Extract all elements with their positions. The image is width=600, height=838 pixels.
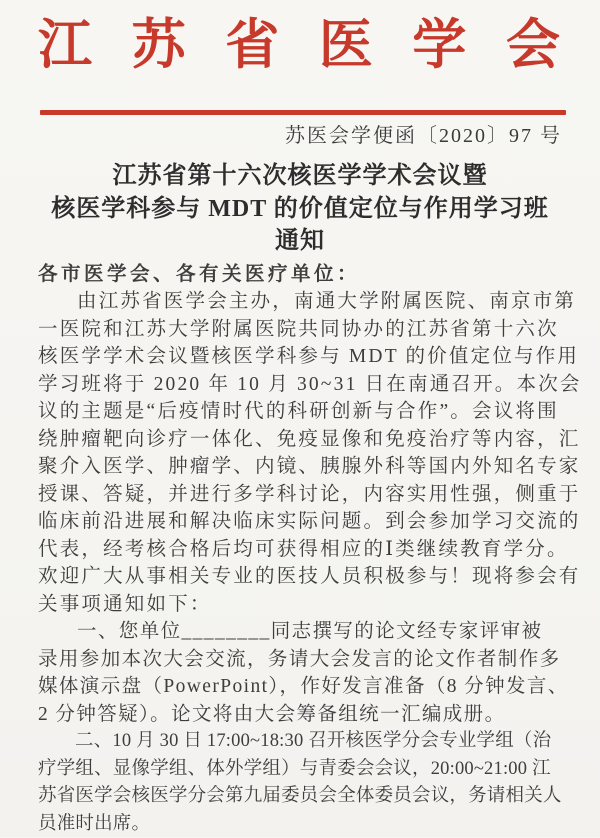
body-line: 一、您单位________同志撰写的论文经专家评审被 bbox=[38, 618, 566, 646]
body-line: 录用参加本次大会交流，务请大会发言的论文作者制作多 bbox=[38, 646, 566, 674]
org-name-char: 会 bbox=[506, 16, 560, 74]
document-number: 苏医会学便函〔2020〕97 号 bbox=[0, 125, 600, 147]
notice-title bbox=[0, 160, 600, 258]
body-line: 媒体演示盘（PowerPoint），作好发言准备（8 分钟发言、 bbox=[38, 673, 566, 701]
body-line: 由江苏省医学会主办，南通大学附属医院、南京市第 bbox=[38, 288, 566, 316]
paragraph-item-2 bbox=[38, 728, 566, 838]
body-line: 员准时出席。 bbox=[38, 811, 566, 838]
body-line: 授课、答疑，并进行多学科讨论，内容实用性强，侧重于 bbox=[38, 481, 566, 509]
org-name-char: 苏 bbox=[132, 16, 186, 74]
body-line: 聚介入医学、肿瘤学、内镜、胰腺外科等国内外知名专家 bbox=[38, 453, 566, 481]
paragraph-item-1 bbox=[38, 618, 566, 728]
paragraph-introduction bbox=[38, 288, 566, 618]
body-line: 苏省医学会核医学分会第九届委员会全体委员会议，务请相关人 bbox=[38, 783, 566, 811]
body-line: 关事项通知如下： bbox=[38, 591, 566, 619]
body-line: 临床前沿进展和解决临床实际问题。到会参加学习交流的 bbox=[38, 508, 566, 536]
body-line: 学习班将于 2020 年 10 月 30~31 日在南通召开。本次会 bbox=[38, 371, 566, 399]
letterhead-org-name bbox=[0, 0, 600, 74]
notice-title-line: 核医学科参与 MDT 的价值定位与作用学习班 bbox=[0, 193, 600, 226]
body-line: 议的主题是“后疫情时代的科研创新与合作”。会议将围 bbox=[38, 398, 566, 426]
body-line: 欢迎广大从事相关专业的医技人员积极参与！现将参会有 bbox=[38, 563, 566, 591]
body-line: 一医院和江苏大学附属医院共同协办的江苏省第十六次 bbox=[38, 316, 566, 344]
org-name-char: 学 bbox=[412, 16, 466, 74]
body-line: 二、10 月 30 日 17:00~18:30 召开核医学分会专业学组（治 bbox=[38, 728, 566, 756]
notice-body bbox=[0, 261, 600, 838]
salutation bbox=[38, 261, 566, 289]
org-name-char: 省 bbox=[225, 16, 279, 74]
body-line: 核医学学术会议暨核医学科参与 MDT 的价值定位与作用 bbox=[38, 343, 566, 371]
org-name-char: 医 bbox=[319, 16, 373, 74]
org-name-char: 江 bbox=[38, 16, 92, 74]
body-line: 疗学组、显像学组、体外学组）与青委会会议，20:00~21:00 江 bbox=[38, 756, 566, 784]
body-line: 2 分钟答疑）。论文将由大会筹备组统一汇编成册。 bbox=[38, 701, 566, 729]
letterhead-divider-rule bbox=[40, 110, 566, 115]
body-line: 绕肿瘤靶向诊疗一体化、免疫显像和免疫治疗等内容，汇 bbox=[38, 426, 566, 454]
notice-title-line: 通知 bbox=[0, 225, 600, 258]
salutation-line: 各市医学会、各有关医疗单位： bbox=[38, 261, 566, 289]
notice-title-line: 江苏省第十六次核医学学术会议暨 bbox=[0, 160, 600, 193]
body-line: 代表，经考核合格后均可获得相应的Ⅰ类继续教育学分。 bbox=[38, 536, 566, 564]
